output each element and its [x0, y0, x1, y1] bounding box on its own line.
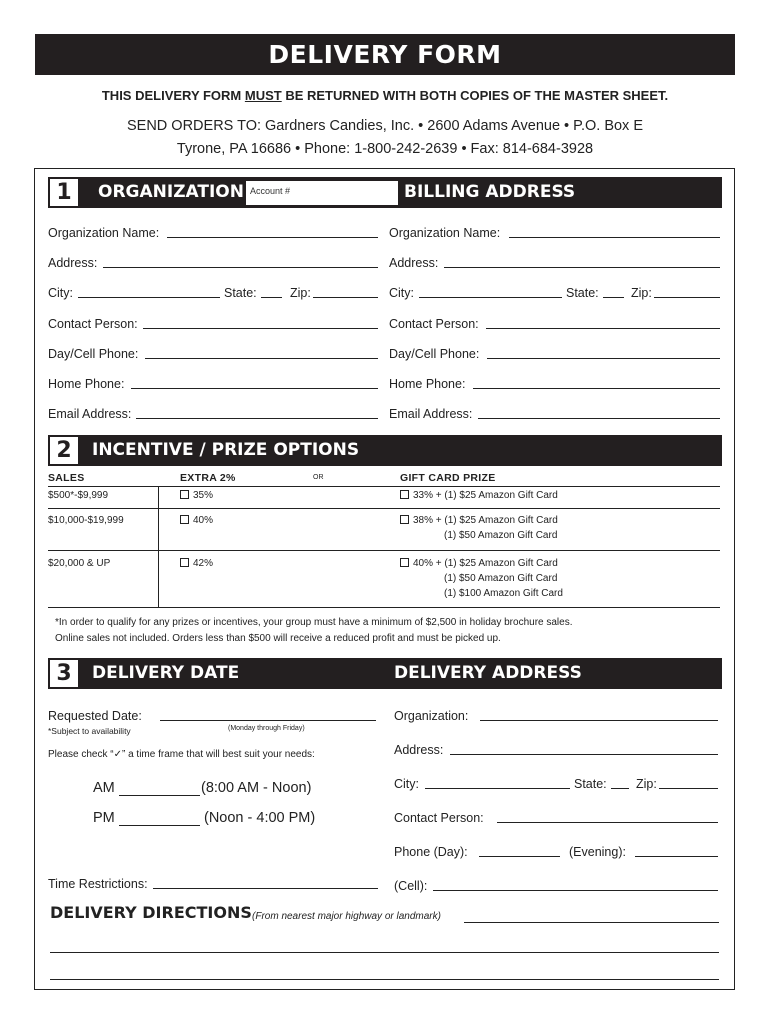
- org-name-label: Organization Name:: [48, 226, 160, 240]
- billing-zip-label: Zip:: [631, 286, 652, 300]
- delivery-org-field[interactable]: [480, 720, 718, 721]
- requested-date-label: Requested Date:: [48, 709, 142, 723]
- extra-value: 40%: [193, 515, 214, 526]
- billing-city-field[interactable]: [419, 297, 562, 298]
- section1-number: 1: [50, 179, 78, 206]
- requested-date-field[interactable]: [160, 720, 376, 721]
- table-header-divider: [48, 486, 720, 487]
- gift-line: (1) $50 Amazon Gift Card: [444, 573, 558, 584]
- delivery-directions-title: DELIVERY DIRECTIONS: [50, 903, 252, 922]
- table-row-divider: [48, 508, 720, 509]
- account-number-field[interactable]: Account #: [246, 181, 398, 205]
- pm-time-range: (Noon - 4:00 PM): [204, 810, 316, 826]
- email-label: Email Address:: [48, 407, 132, 421]
- billing-state-field[interactable]: [603, 297, 624, 298]
- day-phone-field[interactable]: [145, 358, 378, 359]
- table-column-divider: [158, 486, 159, 607]
- pm-check-field[interactable]: [119, 825, 200, 826]
- contact-field[interactable]: [143, 328, 378, 329]
- checkbox-icon[interactable]: [180, 558, 189, 567]
- form-frame: [34, 168, 735, 990]
- phone-day-label: Phone (Day):: [394, 845, 468, 859]
- phone-evening-field[interactable]: [635, 856, 718, 857]
- delivery-contact-label: Contact Person:: [394, 811, 484, 825]
- time-frame-instruction: Please check “✓” a time frame that will best suit your needs:: [48, 749, 315, 760]
- qualify-note-line2: Online sales not included. Orders less than $500 will receive a reduced profit and must be picked up.: [55, 633, 501, 644]
- gift-line: 33% + (1) $25 Amazon Gift Card: [413, 490, 558, 501]
- address-label: Address:: [48, 256, 98, 270]
- sales-column-header: SALES: [48, 472, 85, 484]
- table-row-divider: [48, 550, 720, 551]
- billing-home-phone-field[interactable]: [473, 388, 720, 389]
- directions-field-line3[interactable]: [50, 979, 719, 980]
- billing-contact-label: Contact Person:: [389, 317, 479, 331]
- cell-field[interactable]: [433, 890, 718, 891]
- notice-text-post: BE RETURNED WITH BOTH COPIES OF THE MASTER SHEET.: [281, 88, 669, 103]
- page-title: DELIVERY FORM: [35, 34, 735, 75]
- section2-title: INCENTIVE / PRIZE OPTIONS: [92, 440, 360, 460]
- billing-day-phone-label: Day/Cell Phone:: [389, 347, 480, 361]
- billing-email-label: Email Address:: [389, 407, 473, 421]
- section3-number: 3: [50, 660, 78, 687]
- extra-value: 35%: [193, 490, 214, 501]
- city-field[interactable]: [78, 297, 220, 298]
- phone-evening-label: (Evening):: [569, 845, 626, 859]
- checkbox-icon[interactable]: [400, 558, 409, 567]
- delivery-address-title: DELIVERY ADDRESS: [394, 663, 582, 683]
- billing-city-label: City:: [389, 286, 414, 300]
- gift-option-2[interactable]: [400, 515, 558, 526]
- section2-number: 2: [50, 437, 78, 464]
- zip-label: Zip:: [290, 286, 311, 300]
- city-label: City:: [48, 286, 73, 300]
- delivery-zip-field[interactable]: [659, 788, 718, 789]
- billing-home-phone-label: Home Phone:: [389, 377, 466, 391]
- section3-title: DELIVERY DATE: [92, 663, 240, 683]
- am-check-field[interactable]: [119, 795, 200, 796]
- checkbox-icon[interactable]: [180, 515, 189, 524]
- availability-note: *Subject to availability: [48, 726, 131, 736]
- weekday-note: (Monday through Friday): [228, 725, 305, 732]
- send-orders-line2: Tyrone, PA 16686 • Phone: 1-800-242-2639 • Fax: 814-684-3928: [176, 141, 594, 157]
- or-label: OR: [313, 474, 324, 481]
- directions-field-line1[interactable]: [464, 922, 719, 923]
- pm-label: PM: [93, 810, 115, 826]
- extra-option-40[interactable]: [180, 515, 213, 526]
- delivery-directions-subtitle: (From nearest major highway or landmark): [252, 911, 441, 922]
- billing-zip-field[interactable]: [654, 297, 720, 298]
- day-phone-label: Day/Cell Phone:: [48, 347, 139, 361]
- extra-option-35[interactable]: [180, 490, 213, 501]
- delivery-city-label: City:: [394, 777, 419, 791]
- delivery-state-field[interactable]: [611, 788, 629, 789]
- return-notice: [0, 88, 770, 103]
- contact-label: Contact Person:: [48, 317, 138, 331]
- delivery-zip-label: Zip:: [636, 777, 657, 791]
- table-row-sales: $10,000-$19,999: [48, 515, 124, 526]
- billing-org-name-label: Organization Name:: [389, 226, 501, 240]
- am-time-range: (8:00 AM - Noon): [201, 780, 312, 796]
- state-field[interactable]: [261, 297, 282, 298]
- gift-column-header: GIFT CARD PRIZE: [400, 472, 496, 484]
- checkbox-icon[interactable]: [400, 515, 409, 524]
- zip-field[interactable]: [313, 297, 378, 298]
- notice-text-pre: THIS DELIVERY FORM: [101, 88, 245, 103]
- delivery-address-label: Address:: [394, 743, 444, 757]
- extra-column-header: EXTRA 2%: [180, 472, 236, 484]
- state-label: State:: [224, 286, 257, 300]
- delivery-city-field[interactable]: [425, 788, 570, 789]
- billing-day-phone-field[interactable]: [487, 358, 720, 359]
- org-name-field[interactable]: [167, 237, 378, 238]
- email-field[interactable]: [136, 418, 378, 419]
- directions-field-line2[interactable]: [50, 952, 719, 953]
- gift-option-1[interactable]: [400, 490, 558, 501]
- checkbox-icon[interactable]: [180, 490, 189, 499]
- table-row-sales: $20,000 & UP: [48, 558, 111, 569]
- time-restrictions-label: Time Restrictions:: [48, 877, 148, 891]
- extra-value: 42%: [193, 558, 214, 569]
- qualify-note-line1: *In order to qualify for any prizes or incentives, your group must have a minimum of $2,500 in holiday brochure sales.: [55, 617, 573, 628]
- billing-org-name-field[interactable]: [509, 237, 720, 238]
- checkbox-icon[interactable]: [400, 490, 409, 499]
- cell-label: (Cell):: [394, 879, 428, 893]
- extra-option-42[interactable]: [180, 558, 213, 569]
- am-label: AM: [93, 780, 115, 796]
- gift-line: 38% + (1) $25 Amazon Gift Card: [413, 515, 558, 526]
- address-field[interactable]: [103, 267, 378, 268]
- billing-address-label: Address:: [389, 256, 439, 270]
- phone-day-field[interactable]: [479, 856, 560, 857]
- home-phone-label: Home Phone:: [48, 377, 125, 391]
- delivery-contact-field[interactable]: [497, 822, 718, 823]
- table-row-sales: $500*-$9,999: [48, 490, 109, 501]
- gift-line: (1) $50 Amazon Gift Card: [444, 530, 558, 541]
- delivery-state-label: State:: [574, 777, 607, 791]
- table-bottom-divider: [48, 607, 720, 608]
- billing-address-title: BILLING ADDRESS: [404, 182, 576, 202]
- billing-address-field[interactable]: [444, 267, 720, 268]
- gift-option-3[interactable]: [400, 558, 558, 569]
- home-phone-field[interactable]: [131, 388, 378, 389]
- gift-line: (1) $100 Amazon Gift Card: [444, 588, 563, 599]
- delivery-address-field[interactable]: [450, 754, 718, 755]
- delivery-org-label: Organization:: [394, 709, 469, 723]
- time-restrictions-field[interactable]: [153, 888, 378, 889]
- billing-contact-field[interactable]: [486, 328, 720, 329]
- send-orders-line1: SEND ORDERS TO: Gardners Candies, Inc. • 2600 Adams Avenue • P.O. Box E: [126, 118, 644, 134]
- billing-email-field[interactable]: [478, 418, 720, 419]
- billing-state-label: State:: [566, 286, 599, 300]
- section1-title: ORGANIZATION: [98, 182, 244, 202]
- gift-line: 40% + (1) $25 Amazon Gift Card: [413, 558, 558, 569]
- notice-must: MUST: [244, 88, 282, 103]
